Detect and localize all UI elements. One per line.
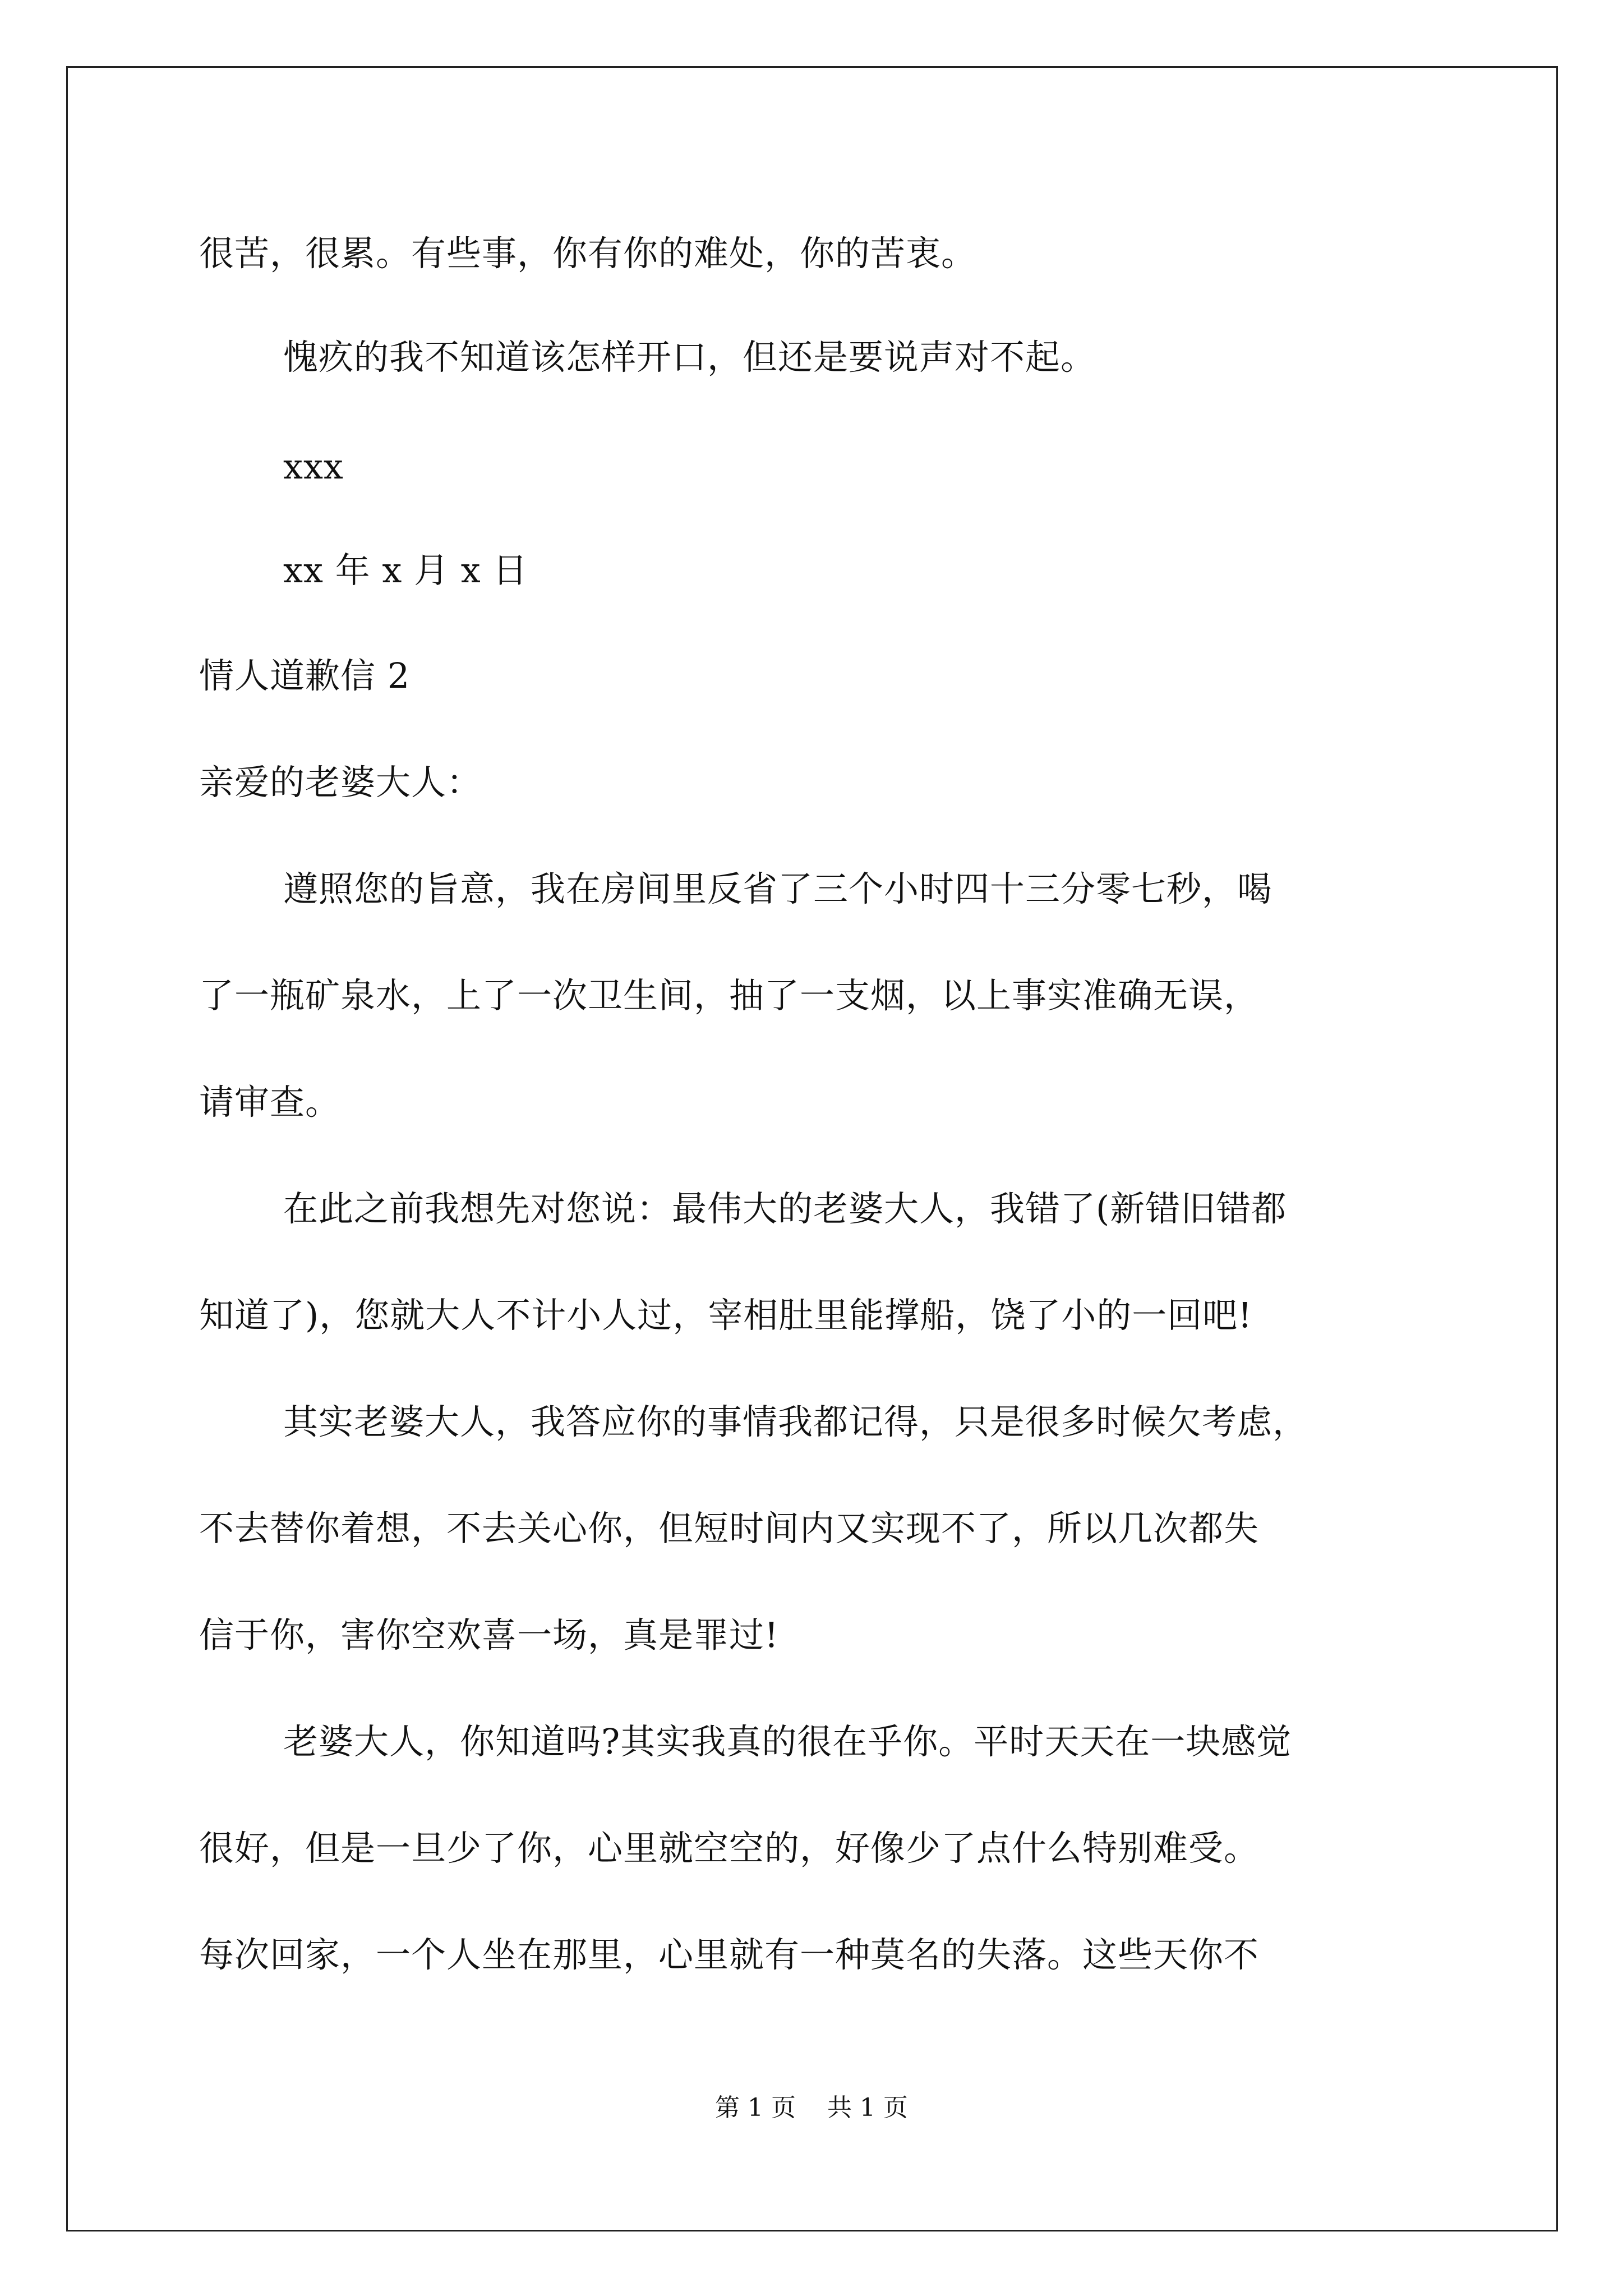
text-line: 了一瓶矿泉水，上了一次卫生间，抽了一支烟，以上事实准确无误， [199,975,1260,1016]
text-line: 请审查。 [199,1082,341,1122]
text-line: 愧疚的我不知道该怎样开口，但还是要说声对不起。 [283,337,1096,378]
text-line: 知道了)，您就大人不计小人过，宰相肚里能撑船，饶了小的一回吧! [199,1295,1253,1336]
signature: xxx [283,446,344,487]
text-line: 信于你，害你空欢喜一场，真是罪过! [199,1614,779,1655]
text-line: 其实老婆大人，我答应你的事情我都记得，只是很多时候欠考虑， [283,1401,1308,1442]
date-line: xx 年 x 月 x 日 [283,550,528,591]
text-line: 在此之前我想先对您说：最伟大的老婆大人，我错了(新错旧错都 [283,1188,1287,1229]
text-line: 很好，但是一旦少了你，心里就空空的，好像少了点什么特别难受。 [199,1828,1260,1869]
salutation: 亲爱的老婆大人： [199,762,482,803]
text-line: 老婆大人，你知道吗?其实我真的很在乎你。平时天天在一块感觉 [283,1721,1292,1762]
text-line: 很苦，很累。有些事，你有你的难处，你的苦衷。 [199,233,977,274]
text-line: 每次回家，一个人坐在那里，心里就有一种莫名的失落。这些天你不 [199,1934,1260,1975]
text-line: 遵照您的旨意，我在房间里反省了三个小时四十三分零七秒，喝 [283,868,1273,909]
text-line: 不去替你着想，不去关心你，但短时间内又实现不了，所以几次都失 [199,1508,1260,1549]
page-number: 第 1 页 共 1 页 [715,2093,908,2122]
page-border [66,66,1558,2231]
section-title: 情人道歉信 2 [199,655,411,696]
